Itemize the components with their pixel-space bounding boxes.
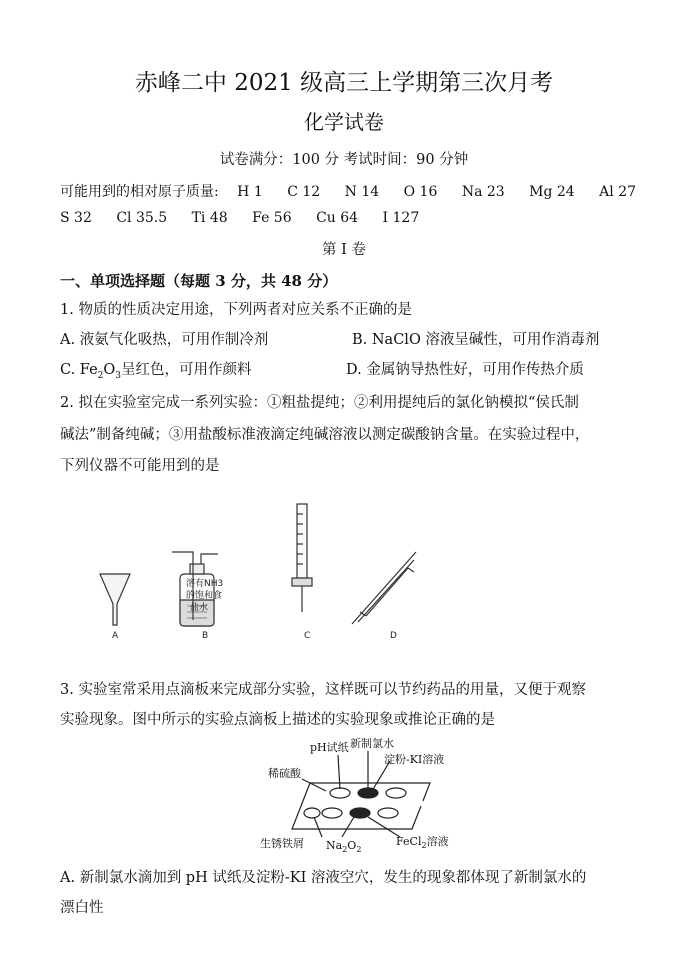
funnel-diagram (100, 574, 130, 625)
label-chlorine-water: 新制氯水 (350, 737, 394, 750)
label-ph-paper: pH试纸 (310, 741, 349, 754)
bottle-label-2: 的饱和食 (186, 591, 223, 601)
atomic-mass-row-1 (60, 181, 656, 201)
apparatus-label-c: C (304, 631, 311, 641)
question-1-stem: 1. 物质的性质决定用途，下列两者对应关系不正确的是 (60, 302, 412, 318)
score-time-line: 试卷满分：100 分 考试时间：90 分钟 (219, 152, 469, 168)
atomic-mass-item: N 14 (344, 184, 380, 200)
atomic-mass-item: Ti 48 (191, 210, 228, 226)
label-fecl2: FeCl$_2$溶液 (396, 835, 449, 850)
part-label: 第 I 卷 (322, 242, 366, 258)
question-1-option-a: A. 液氨气化吸热，可用作制冷剂 (60, 332, 269, 348)
atomic-mass-item: S 32 (60, 210, 92, 226)
apparatus-label-d: D (390, 631, 397, 641)
question-1-option-c: C. $Fe_2O_3$呈红色，可用作颜料 (60, 362, 252, 381)
atomic-mass-label: 可能用到的相对原子质量: (60, 184, 219, 200)
label-rusty-iron: 生锈铁屑 (260, 837, 304, 850)
page-title: 赤峰二中 2021 级高三上学期第三次月考 (134, 70, 554, 96)
atomic-mass-item: Cu 64 (316, 210, 359, 226)
atomic-mass-item: I 127 (382, 210, 420, 226)
bottle-label-1: 溶有NH3 (186, 579, 224, 589)
label-dilute-h2so4: 稀硫酸 (268, 767, 301, 780)
question-3-line-1: 3. 实验室常采用点滴板来完成部分实验，这样既可以节约药品的用量，又便于观察 (60, 682, 586, 698)
burette-diagram (292, 504, 312, 612)
page-subtitle: 化学试卷 (304, 110, 384, 134)
atomic-mass-item: Cl 35.5 (116, 210, 168, 226)
apparatus-figure (90, 492, 440, 650)
question-3-option-a-line-2: 漂白性 (60, 900, 104, 916)
label-na2o2: $Na_2O_2$ (326, 839, 362, 854)
question-2-line-1: 2. 拟在实验室完成一系列实验：①粗盐提纯；②利用提纯后的氯化钠模拟“侯氏制 (60, 395, 579, 411)
atomic-mass-item: O 16 (403, 184, 438, 200)
question-2-line-3: 下列仪器不可能用到的是 (60, 458, 220, 474)
atomic-mass-item: Na 23 (461, 184, 505, 200)
spot-plate-figure (250, 735, 480, 855)
atomic-mass-item: Al 27 (599, 184, 637, 200)
question-3-line-2: 实验现象。图中所示的实验点滴板上描述的实验现象或推论正确的是 (60, 712, 495, 728)
gas-washing-bottle-diagram (172, 552, 218, 626)
question-2-line-2: 碱法”制备纯碱；③用盐酸标准液滴定纯碱溶液以测定碳酸钠含量。在实验过程中， (60, 427, 590, 443)
condenser-diagram (352, 552, 416, 624)
atomic-mass-item: H 1 (237, 184, 263, 200)
atomic-mass-item: C 12 (287, 184, 321, 200)
apparatus-label-b: B (202, 631, 209, 641)
question-1-option-d: D. 金属钠导热性好，可用作传热介质 (346, 362, 584, 378)
apparatus-label-a: A (112, 631, 119, 641)
label-starch-ki: 淀粉-KI溶液 (384, 753, 445, 766)
section-heading: 一、单项选择题（每题 3 分，共 48 分） (60, 272, 338, 290)
atomic-mass-item: Fe 56 (252, 210, 292, 226)
atomic-mass-row-2 (60, 210, 439, 226)
bottle-label-3: 盐水 (190, 603, 209, 613)
question-3-option-a-line-1: A. 新制氯水滴加到 pH 试纸及淀粉-KI 溶液空穴，发生的现象都体现了新制氯水的 (60, 870, 587, 886)
question-1-option-b: B. NaClO 溶液呈碱性，可用作消毒剂 (352, 332, 600, 348)
atomic-mass-item: Mg 24 (529, 184, 575, 200)
